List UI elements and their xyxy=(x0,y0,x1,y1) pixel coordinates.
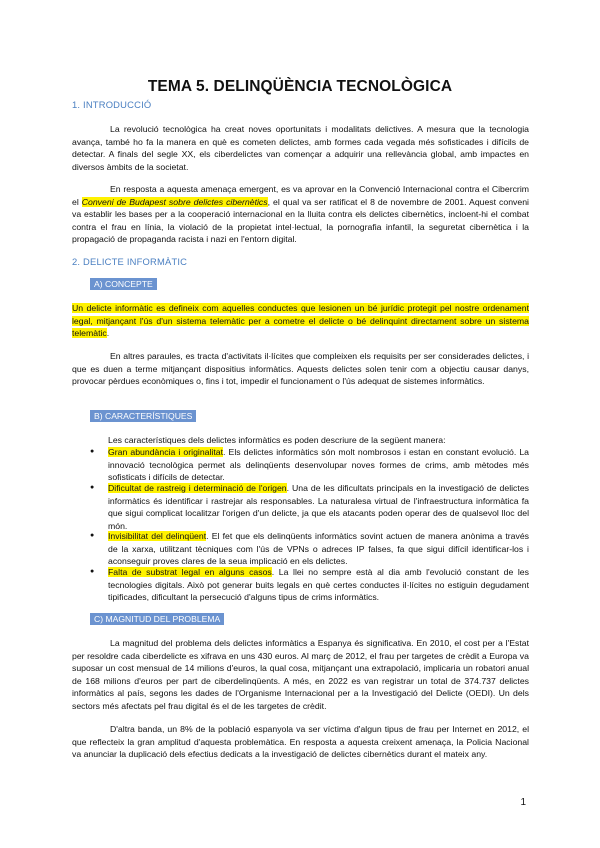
concept-paragraph-2: En altres paraules, es tracta d'activitats il·lícites que compleixen els requisits per ser considerades delictes, i que es duen a terme mitjançant dispositius informàtics. Aquests delictes solen tenir com a objectiu causar danys, provocar pèrdues econòmiques o, fins i tot, impedir el funcionament o l'ús adequat de sistemes informàtics. xyxy=(72,351,529,387)
magnitude-paragraph-2: D'altra banda, un 8% de la població espanyola va ser víctima d'algun tipus de frau per Internet en 2012, el que reflecteix la gran amplitud d'aquesta problemàtica. En resposta a aquesta creixent amenaça, la Policia Nacional va anunciar la duplicació dels efectius dedicats a la investigació de delictes cibernètics durant el mateix any. xyxy=(72,724,529,760)
magnitude-paragraph-1: La magnitud del problema dels delictes informàtics a Espanya és significativa. En 2010, el cost per a l'Estat per resoldre cada ciberdelicte es xifrava en uns 430 euros. Al març de 2012, el frau per targetes de crèdit a Europa va suposar un cost mensual de 14 milions d'euros, la qual cosa, mitjançant una extrapolació, implicaria un robatori anual de 168 milions d'euros per part de ciberdelinqüents. A més, en 2022 es van registrar un total de 374.737 delictes informàtics al país, segons les dades de l'Organisme Internacional per a la Investigació del Delicte (OEDI). Un dels sectors més afectats pel frau digital és el de les targetes de crèdit. xyxy=(72,638,529,711)
section-heading-introduccio: 1. INTRODUCCIÓ xyxy=(72,99,152,110)
list-item xyxy=(108,566,529,604)
intro-paragraph-2-end: , el qual va ser ratificat el 8 de novembre de 2001. Aquest conveni va establir les bases per a la cooperació internacional en la lluita contra els delictes cibernètics, incloent-hi el combat contra el frau en línia, la violació de la propietat intel·lectual, la pornografia infantil, la seguretat cibernètica i la propagació de propaganda racista i nazi en l'entorn digital. xyxy=(72,196,529,245)
bullet-highlight: Gran abundància i originalitat xyxy=(108,447,224,457)
characteristics-intro: Les característiques dels delictes informàtics es poden descriure de la següent manera: xyxy=(108,435,446,445)
subheading-caracteristiques-label: B) CARACTERÍSTIQUES xyxy=(90,410,196,422)
list-item xyxy=(108,446,529,484)
concept-definition xyxy=(72,302,529,340)
subheading-concepte xyxy=(90,279,157,289)
bullet-text: . Els delictes informàtics són molt nombrosos i estan en constant evolució. La innovació tecnològica permet als delinqüents desenvolupar noves formes de crims, amb mètodes més sofisticats i difícils de detectar. xyxy=(108,447,530,483)
document-title: TEMA 5. DELINQÜÈNCIA TECNOLÒGICA xyxy=(147,78,453,95)
intro-paragraph-2-start: En resposta a aquesta amenaça emergent, es va aprovar en la Convenció Internacional contra el Cibercrim el xyxy=(72,184,529,207)
subheading-magnitud xyxy=(90,614,224,624)
bullet-highlight: Invisibilitat del delinqüent xyxy=(108,531,207,541)
section-heading-delicte-informatic: 2. DELICTE INFORMÀTIC xyxy=(72,256,188,267)
list-item xyxy=(108,482,529,532)
intro-paragraph-1: La revolució tecnològica ha creat noves oportunitats i modalitats delictives. A mesura que la tecnologia avança, també ho fa la manera en què es cometen delictes, amb formes cada vegada més sofisticades i difícils de detectar. A finals del segle XX, els ciberdelictes van començar a adquirir una rellevància global, amb impactes en diversos àmbits de la societat. xyxy=(72,124,529,172)
bullet-highlight: Falta de substrat legal en alguns casos xyxy=(108,567,272,577)
highlight-definition: Un delicte informàtic es defineix com aquelles conductes que lesionen un bé jurídic protegit pel nostre ordenament legal, mitjançant l'ús d'un sistema telemàtic per a cometre el delicte o bé delinquint directament sobre un sistema telemàtic xyxy=(72,303,529,339)
bullet-highlight: Dificultat de rastreig i determinació de l'origen xyxy=(108,483,287,493)
list-item xyxy=(108,530,529,568)
subheading-caracteristiques xyxy=(90,411,196,421)
subheading-concepte-label: A) CONCEPTE xyxy=(90,278,157,290)
intro-paragraph-2 xyxy=(72,183,529,246)
concept-definition-end: . xyxy=(106,328,110,339)
bullet-text: . Una de les dificultats principals en la investigació de delictes informàtics és identificar i rastrejar als responsables. La naturalesa virtual de l'infraestructura informàtica fa que sigui complicat localitzar l'origen d'un delicte, ja que els atacants poden operar des de qualsevol lloc del món. xyxy=(108,483,529,531)
bullet-text: . El fet que els delinqüents informàtics sovint actuen de manera anònima a través de la xarxa, utilitzant tècniques com l'ús de VPNs o adreces IP falses, fa que sigui difícil identificar-los i aconseguir proves clares de la seua implicació en els delictes. xyxy=(108,531,529,567)
highlight-budapest-convention: Conveni de Budapest sobre delictes cibernètics xyxy=(81,196,268,207)
page-number: 1 xyxy=(520,797,526,808)
subheading-magnitud-label: C) MAGNITUD DEL PROBLEMA xyxy=(90,613,224,625)
bullet-text: . La llei no sempre està al dia amb l'evolució constant de les tecnologies digitals. Això pot generar buits legals en què certes conductes il·lícites no estiguin degudament tipificades, dificultant la persecució d'alguns tipus de crims informàtics. xyxy=(108,567,529,603)
